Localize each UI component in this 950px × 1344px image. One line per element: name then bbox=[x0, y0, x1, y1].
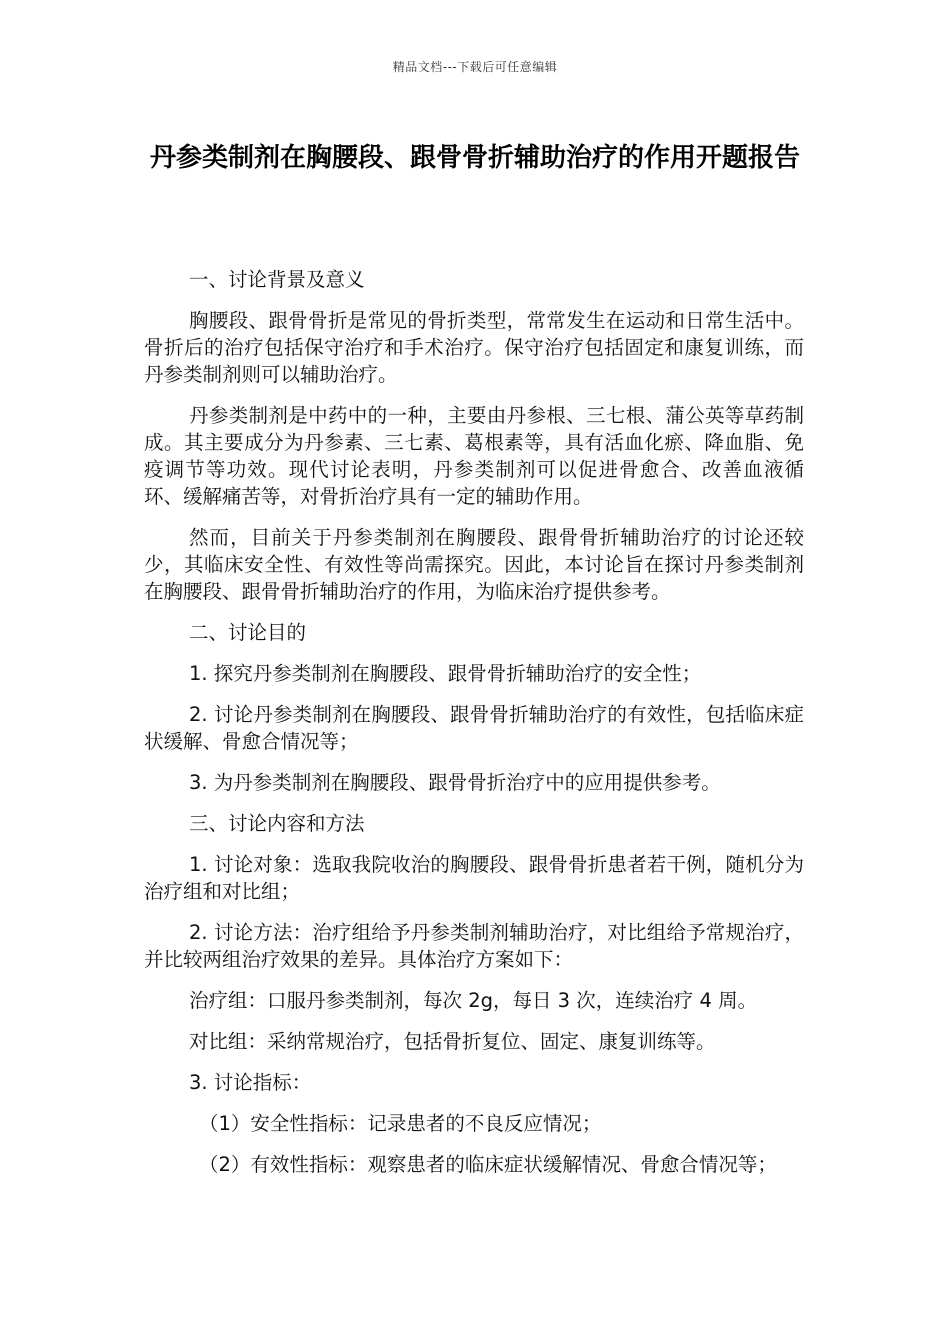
paragraph-salvia-intro: 丹参类制剂是中药中的一种，主要由丹参根、三七根、蒲公英等草药制成。其主要成分为丹参素、三七素、葛根素等，具有活血化瘀、降血脂、免疫调节等功效。现代讨论表明，丹参类制剂可以促进骨愈合、改善血液循环、缓解痛苦等，对骨折治疗具有一定的辅助作用。 bbox=[144, 404, 804, 508]
header-note: 精品文档---下载后可任意编辑 bbox=[392, 60, 558, 74]
indicator-safety: （1）安全性指标：记录患者的不良反应情况； bbox=[199, 1112, 602, 1135]
paragraph-research-gap: 然而，目前关于丹参类制剂在胸腰段、跟骨骨折辅助治疗的讨论还较少，其临床安全性、有效性等尚需探究。因此，本讨论旨在探讨丹参类制剂在胸腰段、跟骨骨折辅助治疗的作用，为临床治疗提供参考。 bbox=[144, 526, 804, 603]
section-heading-objectives: 二、讨论目的 bbox=[189, 621, 307, 644]
section-heading-background: 一、讨论背景及意义 bbox=[189, 268, 365, 291]
document-body bbox=[144, 266, 804, 1192]
method-item-subjects: 1. 讨论对象：选取我院收治的胸腰段、跟骨骨折患者若干例，随机分为治疗组和对比组； bbox=[144, 853, 804, 903]
method-item-indicators: 3. 讨论指标： bbox=[189, 1071, 312, 1094]
objective-item-2: 2. 讨论丹参类制剂在胸腰段、跟骨骨折辅助治疗的有效性，包括临床症状缓解、骨愈合情况等； bbox=[144, 703, 804, 753]
method-item-approach: 2. 讨论方法：治疗组给予丹参类制剂辅助治疗，对比组给予常规治疗，并比较两组治疗效果的差异。具体治疗方案如下： bbox=[144, 921, 804, 971]
indicator-efficacy: （2）有效性指标：观察患者的临床症状缓解情况、骨愈合情况等； bbox=[199, 1153, 777, 1176]
objective-item-3: 3. 为丹参类制剂在胸腰段、跟骨骨折治疗中的应用提供参考。 bbox=[189, 771, 721, 794]
treatment-group-line: 治疗组：口服丹参类制剂，每次 2g，每日 3 次，连续治疗 4 周。 bbox=[189, 989, 758, 1012]
control-group-line: 对比组：采纳常规治疗，包括骨折复位、固定、康复训练等。 bbox=[189, 1030, 716, 1053]
document-title: 丹参类制剂在胸腰段、跟骨骨折辅助治疗的作用开题报告 bbox=[149, 143, 800, 173]
paragraph-fracture-intro: 胸腰段、跟骨骨折是常见的骨折类型，常常发生在运动和日常生活中。骨折后的治疗包括保守治疗和手术治疗。保守治疗包括固定和康复训练，而丹参类制剂则可以辅助治疗。 bbox=[144, 309, 804, 386]
objective-item-1: 1. 探究丹参类制剂在胸腰段、跟骨骨折辅助治疗的安全性； bbox=[189, 662, 702, 685]
section-heading-methods: 三、讨论内容和方法 bbox=[189, 812, 365, 835]
